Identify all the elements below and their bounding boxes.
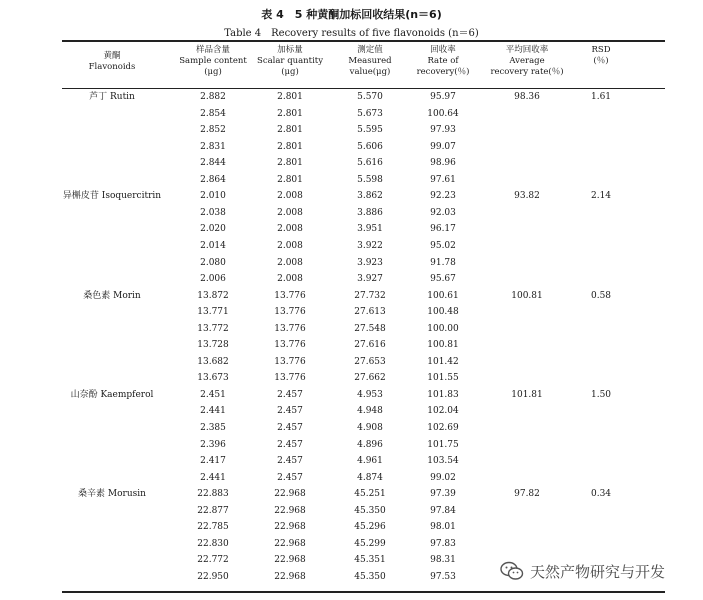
rsd-value: 1.50 [590, 389, 612, 400]
recovery-rate-value: 98.96 [430, 158, 456, 169]
recovery-rate-value: 100.48 [427, 307, 459, 318]
measured-value: 3.923 [357, 257, 383, 268]
sample-content-value: 22.883 [197, 489, 229, 500]
measured-value: 3.927 [357, 274, 383, 285]
scalar-quantity-value: 13.776 [274, 323, 306, 334]
scalar-quantity-value: 2.008 [277, 274, 303, 285]
sample-content-value: 2.441 [200, 406, 226, 417]
measured-value: 3.862 [357, 191, 383, 202]
measured-value: 5.616 [357, 158, 383, 169]
scalar-quantity-value: 2.457 [277, 406, 303, 417]
measured-value: 45.350 [354, 505, 386, 516]
scalar-quantity-value: 2.457 [277, 389, 303, 400]
average-recovery-value: 97.82 [514, 489, 540, 500]
scalar-quantity-value: 13.776 [274, 307, 306, 318]
recovery-rate-value: 101.55 [427, 373, 459, 384]
scalar-quantity-value: 2.801 [277, 158, 303, 169]
header-average-recovery: 平均回收率 Average recovery rate(％) [490, 45, 564, 77]
sample-content-value: 2.882 [200, 92, 226, 102]
sample-content-value: 22.950 [197, 571, 229, 582]
measured-value: 5.606 [357, 141, 383, 152]
scalar-quantity-value: 22.968 [274, 555, 306, 566]
bottom-rule [62, 591, 665, 593]
sample-content-value: 2.844 [200, 158, 226, 169]
sample-content-value: 2.006 [200, 274, 226, 285]
scalar-quantity-value: 22.968 [274, 571, 306, 582]
sample-content-value: 22.877 [197, 505, 229, 516]
measured-value: 4.961 [357, 456, 383, 467]
average-recovery-value: 101.81 [511, 389, 543, 400]
rsd-value: 0.58 [590, 290, 612, 301]
recovery-rate-value: 98.31 [430, 555, 456, 566]
sample-content-value: 2.451 [200, 389, 226, 400]
sample-content-value: 13.728 [197, 340, 229, 351]
flavonoid-name: 山奈酚 Kaempferol [70, 389, 154, 400]
header-measured-value: 测定值 Measured value(μg) [348, 45, 392, 77]
sample-content-value: 2.038 [200, 207, 226, 218]
measured-value: 27.732 [354, 290, 386, 301]
sample-content-value: 13.771 [197, 307, 229, 318]
sample-content-value: 2.010 [200, 191, 226, 202]
sample-content-value: 2.385 [200, 423, 226, 433]
header-rsd: RSD (％) [591, 45, 611, 66]
sample-content-value: 13.682 [197, 356, 229, 367]
scalar-quantity-value: 2.801 [277, 141, 303, 152]
scalar-quantity-value: 22.968 [274, 505, 306, 516]
recovery-rate-value: 100.64 [427, 108, 459, 119]
sample-content-value: 13.673 [197, 373, 229, 384]
recovery-rate-value: 99.07 [430, 141, 456, 152]
sample-content-value: 2.854 [200, 108, 226, 119]
measured-value: 5.570 [357, 92, 383, 102]
recovery-rate-value: 101.75 [427, 439, 459, 450]
sample-content-value: 22.785 [197, 522, 229, 533]
scalar-quantity-value: 2.801 [277, 92, 303, 102]
top-rule [62, 40, 665, 42]
scalar-quantity-value: 2.008 [277, 207, 303, 218]
average-recovery-value: 98.36 [514, 92, 540, 102]
recovery-rate-value: 97.84 [430, 505, 456, 516]
scalar-quantity-value: 22.968 [274, 489, 306, 500]
scalar-quantity-value: 2.457 [277, 472, 303, 483]
measured-value: 27.548 [354, 323, 386, 334]
recovery-rate-value: 97.61 [430, 174, 456, 185]
scalar-quantity-value: 2.008 [277, 191, 303, 202]
scalar-quantity-value: 2.801 [277, 125, 303, 136]
measured-value: 45.251 [354, 489, 386, 500]
recovery-rate-value: 103.54 [427, 456, 459, 467]
measured-value: 27.653 [354, 356, 386, 367]
average-recovery-value: 100.81 [511, 290, 543, 301]
flavonoid-name: 芦丁 Rutin [89, 92, 135, 102]
sample-content-value: 2.417 [200, 456, 226, 467]
scalar-quantity-value: 13.776 [274, 356, 306, 367]
measured-value: 27.662 [354, 373, 386, 384]
recovery-rate-value: 98.01 [430, 522, 456, 533]
wechat-icon [500, 561, 524, 581]
sample-content-value: 13.772 [197, 323, 229, 334]
scalar-quantity-value: 2.008 [277, 224, 303, 235]
scalar-quantity-value: 2.008 [277, 257, 303, 268]
scalar-quantity-value: 2.801 [277, 108, 303, 119]
measured-value: 27.613 [354, 307, 386, 318]
header-recovery-rate: 回收率 Rate of recovery(％) [416, 45, 470, 77]
measured-value: 4.896 [357, 439, 383, 450]
measured-value: 45.296 [354, 522, 386, 533]
scalar-quantity-value: 2.457 [277, 456, 303, 467]
sample-content-value: 2.020 [200, 224, 226, 235]
measured-value: 4.948 [357, 406, 383, 417]
sample-content-value: 2.441 [200, 472, 226, 483]
scalar-quantity-value: 22.968 [274, 538, 306, 549]
measured-value: 4.953 [357, 389, 383, 400]
table-title-chinese: 表 4 5 种黄酮加标回收结果(n＝6) [261, 8, 442, 21]
scalar-quantity-value: 13.776 [274, 290, 306, 301]
measured-value: 3.951 [357, 224, 383, 235]
scalar-quantity-value: 13.776 [274, 373, 306, 384]
recovery-rate-value: 99.02 [430, 472, 456, 483]
recovery-rate-value: 97.83 [430, 538, 456, 549]
scalar-quantity-value: 2.008 [277, 240, 303, 251]
scalar-quantity-value: 13.776 [274, 340, 306, 351]
recovery-rate-value: 101.83 [427, 389, 459, 400]
recovery-rate-value: 100.00 [427, 323, 459, 334]
recovery-rate-value: 97.53 [430, 571, 456, 582]
table-title-english: Table 4 Recovery results of five flavonoids (n＝6) [224, 28, 479, 39]
wechat-watermark [500, 560, 690, 582]
recovery-rate-value: 92.03 [430, 207, 456, 218]
recovery-rate-value: 97.39 [430, 489, 456, 500]
measured-value: 45.350 [354, 571, 386, 582]
sample-content-value: 22.772 [197, 555, 229, 566]
measured-value: 45.351 [354, 555, 386, 566]
recovery-rate-value: 100.61 [427, 290, 459, 301]
measured-value: 5.598 [357, 174, 383, 185]
measured-value: 5.673 [357, 108, 383, 119]
recovery-rate-value: 96.17 [430, 224, 456, 235]
sample-content-value: 2.831 [200, 141, 226, 152]
scalar-quantity-value: 2.801 [277, 174, 303, 185]
measured-value: 5.595 [357, 125, 383, 136]
recovery-rate-value: 91.78 [430, 257, 456, 268]
flavonoid-name: 异槲皮苷 Isoquercitrin [62, 191, 162, 202]
sample-content-value: 2.396 [200, 439, 226, 450]
measured-value: 3.922 [357, 240, 383, 251]
flavonoid-name: 桑色素 Morin [83, 290, 141, 301]
sample-content-value: 2.080 [200, 257, 226, 268]
measured-value: 4.908 [357, 423, 383, 433]
recovery-rate-value: 95.97 [430, 92, 456, 102]
watermark-text: 天然产物研究与开发 [530, 562, 666, 581]
recovery-rate-value: 102.69 [427, 423, 459, 433]
sample-content-value: 2.014 [200, 240, 226, 251]
recovery-rate-value: 97.93 [430, 125, 456, 136]
scalar-quantity-value: 2.457 [277, 439, 303, 450]
scalar-quantity-value: 2.457 [277, 423, 303, 433]
measured-value: 27.616 [354, 340, 386, 351]
recovery-rate-value: 95.02 [430, 240, 456, 251]
rsd-value: 2.14 [590, 191, 612, 202]
header-scalar-quantity: 加标量 Scalar quantity (μg) [256, 45, 324, 77]
recovery-rate-value: 101.42 [427, 356, 459, 367]
recovery-rate-value: 102.04 [427, 406, 459, 417]
average-recovery-value: 93.82 [514, 191, 540, 202]
flavonoid-name: 桑辛素 Morusin [78, 489, 146, 500]
scalar-quantity-value: 22.968 [274, 522, 306, 533]
measured-value: 3.886 [357, 207, 383, 218]
header-flavonoids: 黄酮 Flavonoids [88, 51, 136, 72]
recovery-rate-value: 92.23 [430, 191, 456, 202]
header-rule [62, 88, 665, 89]
sample-content-value: 13.872 [197, 290, 229, 301]
measured-value: 45.299 [354, 538, 386, 549]
rsd-value: 1.61 [590, 92, 612, 102]
rsd-value: 0.34 [590, 489, 612, 500]
recovery-rate-value: 100.81 [427, 340, 459, 351]
sample-content-value: 2.864 [200, 174, 226, 185]
sample-content-value: 22.830 [197, 538, 229, 549]
header-sample-content: 样品含量 Sample content (μg) [179, 45, 247, 77]
measured-value: 4.874 [357, 472, 383, 483]
sample-content-value: 2.852 [200, 125, 226, 136]
recovery-rate-value: 95.67 [430, 274, 456, 285]
